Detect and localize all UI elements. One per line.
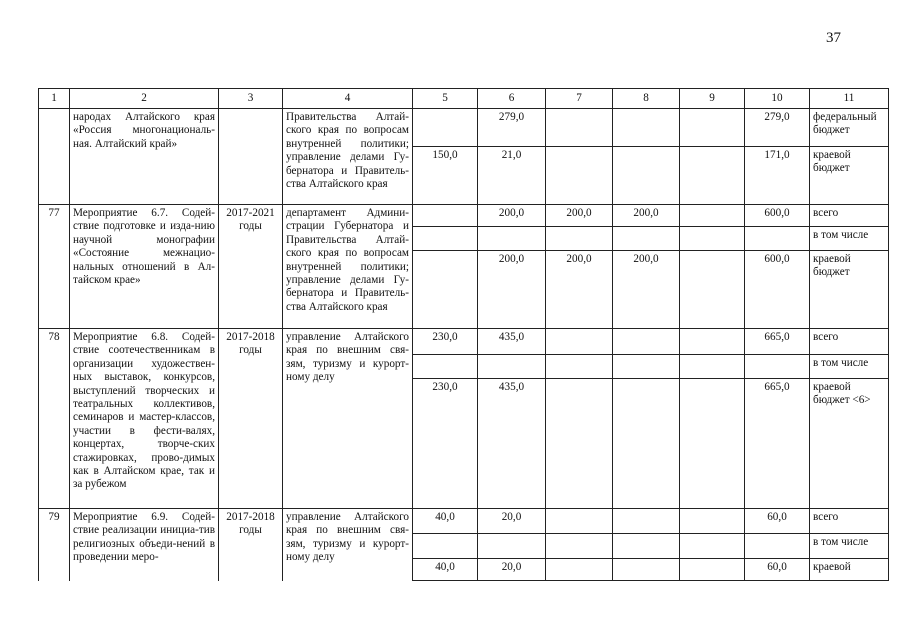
value-cell: 230,0	[413, 329, 478, 355]
total-cell: 279,0	[745, 109, 810, 147]
total-cell: 665,0	[745, 379, 810, 509]
value-cell	[680, 329, 745, 355]
funding-source-cell: всего	[810, 205, 889, 227]
row-number-cell	[39, 109, 70, 205]
header-cell-2: 2	[70, 89, 219, 109]
value-cell	[546, 379, 613, 509]
funding-source-cell: всего	[810, 329, 889, 355]
header-cell-1: 1	[39, 89, 70, 109]
value-cell	[680, 355, 745, 379]
value-cell: 40,0	[413, 559, 478, 581]
row-number-cell: 78	[39, 329, 70, 509]
page-number: 37	[826, 30, 841, 46]
value-cell	[680, 534, 745, 559]
value-cell: 230,0	[413, 379, 478, 509]
header-cell-5: 5	[413, 89, 478, 109]
row-number-cell: 79	[39, 509, 70, 581]
value-cell	[546, 329, 613, 355]
funding-source-cell: краевой бюджет	[810, 147, 889, 205]
value-cell	[680, 205, 745, 227]
value-cell: 150,0	[413, 147, 478, 205]
measure-description: Мероприятие 6.9. Содей-ствие реализации инициа-тив религиозных объеди-нений в проведении меро-	[70, 509, 219, 581]
period-cell	[219, 109, 283, 205]
value-cell	[546, 227, 613, 251]
measure-description: Мероприятие 6.8. Содей-ствие соотечественникам в организации художествен-ных выставок, конкурсов, выступлений творческих и театральных коллективов, семинаров и мастер-классов, участии в фести-валях, концертах, творче-ских стажировках, прово-димых как в Алтайском крае, так и за рубежом	[70, 329, 219, 509]
value-cell	[478, 227, 546, 251]
value-cell: 200,0	[546, 251, 613, 329]
total-cell: 171,0	[745, 147, 810, 205]
value-cell	[680, 509, 745, 534]
value-cell	[413, 205, 478, 227]
funding-source-cell: краевой бюджет <6>	[810, 379, 889, 509]
value-cell	[413, 109, 478, 147]
value-cell	[613, 379, 680, 509]
value-cell	[613, 147, 680, 205]
value-cell: 200,0	[478, 205, 546, 227]
value-cell	[546, 147, 613, 205]
funding-source-cell: в том числе	[810, 534, 889, 559]
value-cell	[546, 534, 613, 559]
measure-description: Мероприятие 6.7. Содей-ствие подготовке и изда-нию научной монографии «Состояние межнацио-нальных отношений в Ал-тайском крае»	[70, 205, 219, 329]
total-cell: 600,0	[745, 205, 810, 227]
value-cell	[546, 109, 613, 147]
value-cell: 40,0	[413, 509, 478, 534]
value-cell	[680, 251, 745, 329]
table-row	[39, 329, 889, 355]
executor-cell: Правительства Алтай-ского края по вопросам внутренней политики; управление делами Гу-бернатора и Правитель-ства Алтайского края	[283, 109, 413, 205]
value-cell	[613, 559, 680, 581]
value-cell: 200,0	[546, 205, 613, 227]
executor-cell: управление Алтайского края по внешним свя-зям, туризму и курорт-ному делу	[283, 509, 413, 581]
period-cell: 2017-2018 годы	[219, 509, 283, 581]
total-cell: 600,0	[745, 251, 810, 329]
table-row	[39, 205, 889, 227]
value-cell	[680, 227, 745, 251]
budget-table	[38, 88, 889, 581]
header-row	[39, 89, 889, 109]
executor-cell: управление Алтайского края по внешним свя-зям, туризму и курорт-ному делу	[283, 329, 413, 509]
total-cell: 60,0	[745, 559, 810, 581]
funding-source-cell: в том числе	[810, 227, 889, 251]
funding-source-cell: в том числе	[810, 355, 889, 379]
total-cell: 665,0	[745, 329, 810, 355]
funding-source-cell: всего	[810, 509, 889, 534]
value-cell	[613, 355, 680, 379]
header-cell-10: 10	[745, 89, 810, 109]
value-cell	[680, 147, 745, 205]
funding-source-cell: краевой бюджет	[810, 251, 889, 329]
total-cell	[745, 355, 810, 379]
value-cell: 20,0	[478, 509, 546, 534]
value-cell	[680, 559, 745, 581]
value-cell	[413, 534, 478, 559]
row-number-cell: 77	[39, 205, 70, 329]
table-row	[39, 509, 889, 534]
value-cell: 435,0	[478, 379, 546, 509]
total-cell: 60,0	[745, 509, 810, 534]
value-cell	[613, 227, 680, 251]
value-cell	[546, 559, 613, 581]
period-cell: 2017-2018 годы	[219, 329, 283, 509]
value-cell: 200,0	[613, 251, 680, 329]
value-cell: 435,0	[478, 329, 546, 355]
value-cell	[613, 509, 680, 534]
value-cell	[478, 534, 546, 559]
header-cell-4: 4	[283, 89, 413, 109]
value-cell	[680, 109, 745, 147]
value-cell	[613, 534, 680, 559]
value-cell	[546, 509, 613, 534]
header-cell-9: 9	[680, 89, 745, 109]
value-cell: 21,0	[478, 147, 546, 205]
value-cell	[478, 355, 546, 379]
value-cell	[413, 355, 478, 379]
value-cell	[413, 227, 478, 251]
header-cell-7: 7	[546, 89, 613, 109]
total-cell	[745, 227, 810, 251]
header-cell-3: 3	[219, 89, 283, 109]
header-cell-11: 11	[810, 89, 889, 109]
value-cell: 20,0	[478, 559, 546, 581]
table-row	[39, 109, 889, 147]
total-cell	[745, 534, 810, 559]
funding-source-cell: краевой	[810, 559, 889, 581]
header-cell-6: 6	[478, 89, 546, 109]
value-cell: 279,0	[478, 109, 546, 147]
value-cell	[680, 379, 745, 509]
measure-description: народах Алтайского края «Россия многонациональ-ная. Алтайский край»	[70, 109, 219, 205]
value-cell	[546, 355, 613, 379]
value-cell	[613, 109, 680, 147]
value-cell	[413, 251, 478, 329]
value-cell	[613, 329, 680, 355]
executor-cell: департамент Админи-страции Губернатора и Правительства Алтай-ского края по вопросам внутренней политики; управление делами Гу-бернатора и Правитель-ства Алтайского края	[283, 205, 413, 329]
period-cell: 2017-2021 годы	[219, 205, 283, 329]
funding-source-cell: федеральный бюджет	[810, 109, 889, 147]
header-cell-8: 8	[613, 89, 680, 109]
value-cell: 200,0	[613, 205, 680, 227]
value-cell: 200,0	[478, 251, 546, 329]
